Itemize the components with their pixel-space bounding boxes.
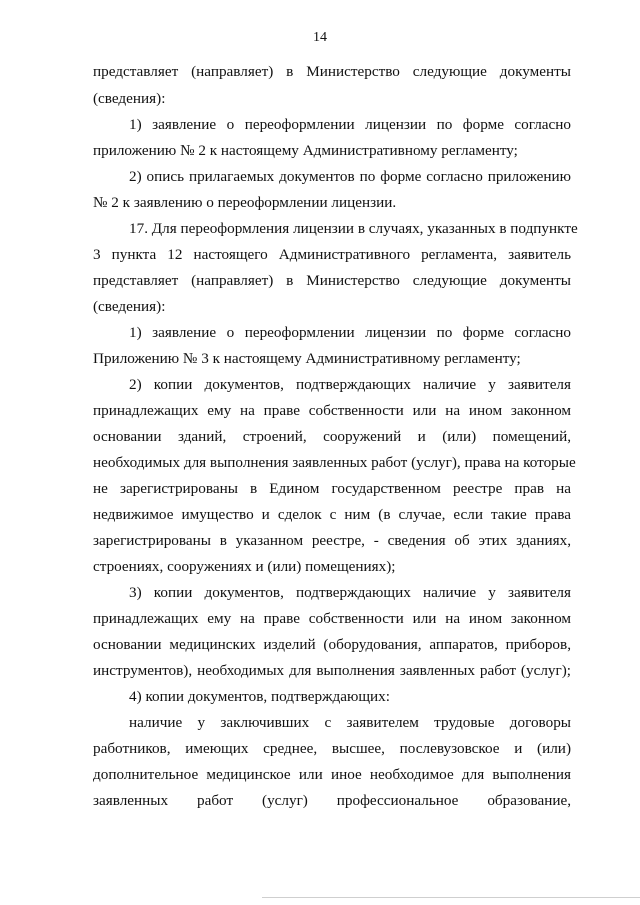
text-line: инструментов), необходимых для выполнения заявленных работ (услуг); bbox=[93, 662, 571, 679]
text-line: наличие у заключивших с заявителем трудовые договоры bbox=[129, 714, 571, 731]
text-line: дополнительное медицинское или иное необходимое для выполнения bbox=[93, 766, 571, 783]
text-line: приложению № 2 к настоящему Административному регламенту; bbox=[93, 142, 518, 159]
text-line: 4) копии документов, подтверждающих: bbox=[129, 688, 390, 705]
text-line: Приложению № 3 к настоящему Административному регламенту; bbox=[93, 350, 521, 367]
text-line: недвижимое имущество и сделок с ним (в случае, если такие права bbox=[93, 506, 571, 523]
text-line: необходимых для выполнения заявленных работ (услуг), права на которые bbox=[93, 454, 576, 471]
text-line: работников, имеющих среднее, высшее, послевузовское и (или) bbox=[93, 740, 571, 757]
text-line: (сведения): bbox=[93, 90, 166, 107]
text-line: не зарегистрированы в Едином государственном реестре прав на bbox=[93, 480, 571, 497]
text-line: (сведения): bbox=[93, 298, 166, 315]
text-line: принадлежащих ему на праве собственности или на ином законном bbox=[93, 610, 571, 627]
text-line: строениях, сооружениях и (или) помещениях); bbox=[93, 558, 396, 575]
page-bottom-rule bbox=[262, 897, 640, 898]
text-line: заявленных работ (услуг) профессиональное образование, bbox=[93, 792, 571, 809]
text-line: принадлежащих ему на праве собственности или на ином законном bbox=[93, 402, 571, 419]
text-line: № 2 к заявлению о переоформлении лицензии. bbox=[93, 194, 397, 211]
text-line: 2) опись прилагаемых документов по форме согласно приложению bbox=[129, 168, 571, 185]
text-line: 3) копии документов, подтверждающих наличие у заявителя bbox=[129, 584, 571, 601]
text-line: 2) копии документов, подтверждающих наличие у заявителя bbox=[129, 376, 571, 393]
text-line: представляет (направляет) в Министерство следующие документы bbox=[93, 63, 571, 80]
text-line: 1) заявление о переоформлении лицензии по форме согласно bbox=[129, 116, 571, 133]
text-line: 17. Для переоформления лицензии в случаях, указанных в подпункте bbox=[129, 220, 578, 237]
text-line: основании медицинских изделий (оборудования, аппаратов, приборов, bbox=[93, 636, 571, 653]
text-line: зарегистрированы в указанном реестре, - сведения об этих зданиях, bbox=[93, 532, 571, 549]
text-line: 3 пункта 12 настоящего Административного регламента, заявитель bbox=[93, 246, 571, 263]
page-number: 14 bbox=[313, 30, 327, 45]
text-line: 1) заявление о переоформлении лицензии по форме согласно bbox=[129, 324, 571, 341]
text-line: основании зданий, строений, сооружений и (или) помещений, bbox=[93, 428, 571, 445]
text-line: представляет (направляет) в Министерство следующие документы bbox=[93, 272, 571, 289]
